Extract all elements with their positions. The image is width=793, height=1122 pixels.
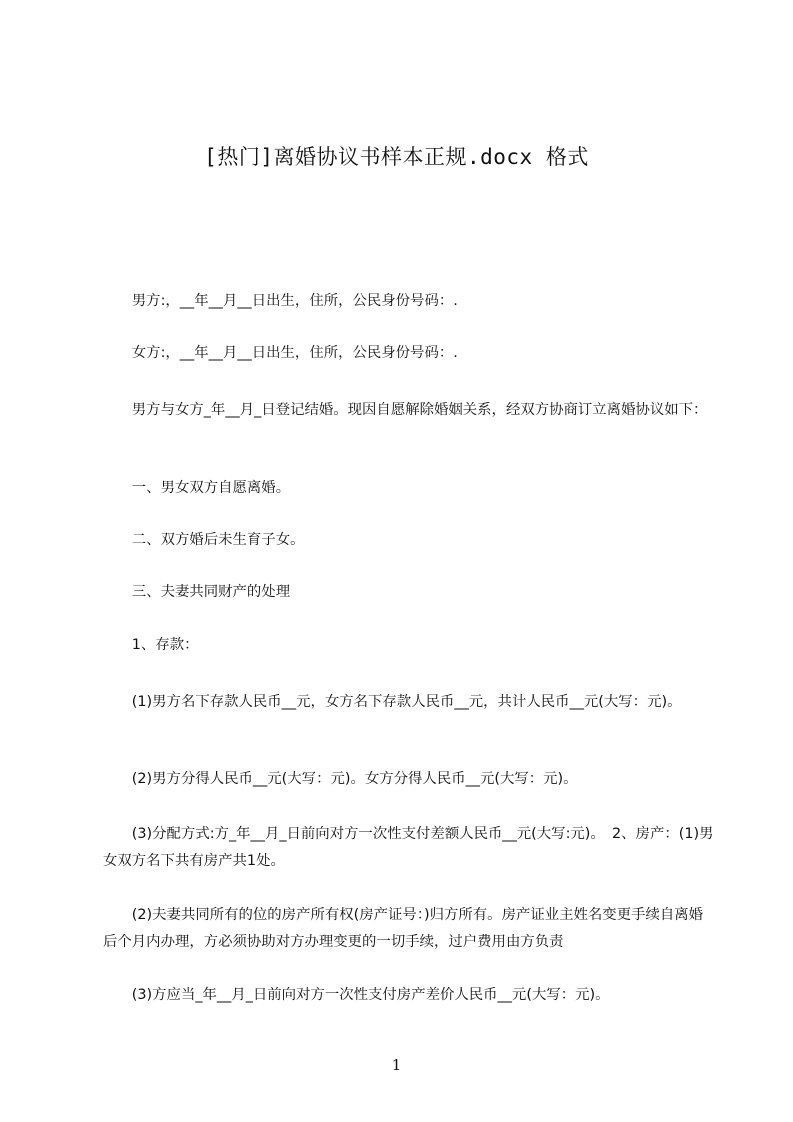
- paragraph-savings-1: (1)男方名下存款人民币__元，女方名下存款人民币__元，共计人民币__元(大写：元)。: [103, 694, 682, 710]
- paragraph-savings-3-property: (3)分配方式:方_年__月_日前向对方一次性支付差额人民币__元(大写:元)。 2、房产：(1)男女双方名下共有房产共1处。: [103, 826, 714, 869]
- paragraph-female-party: 女方:，__年__月__日出生，住所，公民身份号码：.: [103, 345, 458, 361]
- paragraph-clause-3: 三、夫妻共同财产的处理: [103, 584, 291, 600]
- paragraph-savings-2: (2)男方分得人民币__元(大写：元)。女方分得人民币__元(大写：元)。: [103, 771, 578, 787]
- paragraph-property-3: (3)方应当_年__月_日前向对方一次性支付房产差价人民币__元(大写：元)。: [103, 987, 610, 1003]
- paragraph-savings-heading: 1、存款：: [103, 637, 199, 653]
- page-number: 1: [391, 1056, 402, 1074]
- paragraph-clause-1: 一、男女双方自愿离婚。: [103, 480, 291, 496]
- document-title: [热门]离婚协议书样本正规.docx 格式: [204, 145, 589, 169]
- paragraph-clause-2: 二、双方婚后未生育子女。: [103, 532, 305, 548]
- paragraph-male-party: 男方:，__年__月__日出生，住所，公民身份号码：.: [103, 293, 458, 309]
- paragraph-property-2: (2)夫妻共同所有的位的房产所有权(房产证号：)归方所有。房产证业主姓名变更手续自离婚后个月内办理，方必须协助对方办理变更的一切手续，过户费用由方负责: [103, 907, 704, 950]
- paragraph-marriage-intro: 男方与女方_年__月_日登记结婚。现因自愿解除婚姻关系，经双方协商订立离婚协议如下：: [103, 402, 708, 418]
